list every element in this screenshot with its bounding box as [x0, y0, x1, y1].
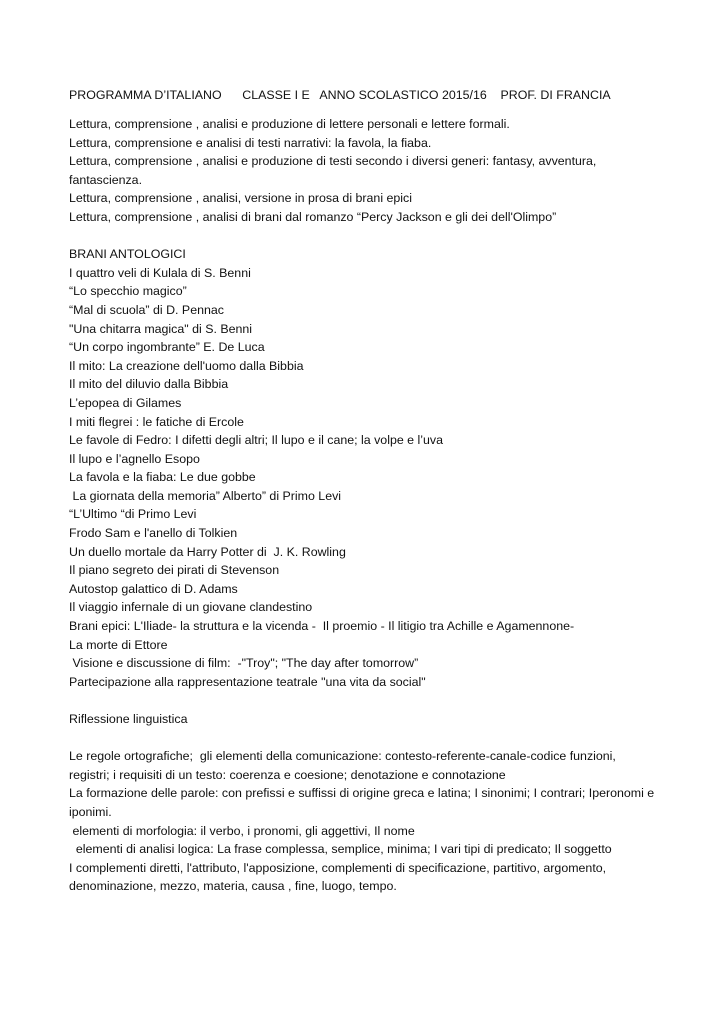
riflessione-heading: Riflessione linguistica: [69, 712, 188, 726]
document-page: [69, 86, 669, 896]
riflessione-line: elementi di morfologia: il verbo, i pronomi, gli aggettivi, Il nome: [69, 823, 415, 838]
brani-item: “Mal di scuola” di D. Pennac: [69, 302, 224, 317]
brani-item: Visione e discussione di film: -"Troy"; "The day after tomorrow”: [69, 656, 419, 671]
riflessione-line: Le regole ortografiche; gli elementi della comunicazione: contesto-referente-canale-codice funzioni,: [69, 749, 616, 764]
riflessione-line: La formazione delle parole: con prefissi e suffissi di origine greca e latina; I sinonimi; I contrari; Iperonomi e: [69, 786, 655, 801]
brani-item: Il lupo e l’agnello Esopo: [69, 451, 200, 466]
intro-line: Lettura, comprensione , analisi e produzione di lettere personali e lettere formali.: [69, 117, 510, 131]
intro-line: Lettura, comprensione , analisi di brani dal romanzo “Percy Jackson e gli dei dell'Olimpo”: [69, 209, 557, 224]
brani-item: Partecipazione alla rappresentazione teatrale "una vita da social": [69, 674, 426, 689]
riflessione-line: denominazione, mezzo, materia, causa , fine, luogo, tempo.: [69, 879, 397, 894]
brani-item: La favola e la fiaba: Le due gobbe: [69, 470, 256, 485]
intro-section: [69, 115, 669, 227]
brani-item: Il viaggio infernale di un giovane clandestino: [69, 600, 313, 615]
brani-item: La morte di Ettore: [69, 637, 168, 652]
brani-item: “L’Ultimo “di Primo Levi: [69, 507, 197, 522]
brani-item: Il mito: La creazione dell'uomo dalla Bibbia: [69, 358, 304, 373]
brani-item: Autostop galattico di D. Adams: [69, 581, 238, 596]
brani-item: La giornata della memoria” Alberto” di Primo Levi: [69, 488, 342, 503]
riflessione-line: elementi di analisi logica: La frase complessa, semplice, minima; I vari tipi di predicato; Il soggetto: [69, 842, 612, 857]
brani-item: Il piano segreto dei pirati di Stevenson: [69, 563, 280, 578]
brani-item: L’epopea di Gilames: [69, 395, 182, 410]
brani-item: “Lo specchio magico”: [69, 284, 187, 299]
document-header: PROGRAMMA D’ITALIANO CLASSE I E ANNO SCOLASTICO 2015/16 PROF. DI FRANCIA: [69, 88, 611, 102]
riflessione-line: iponimi.: [69, 804, 112, 819]
riflessione-line: registri; i requisiti di un testo: coerenza e coesione; denotazione e connotazione: [69, 767, 506, 782]
brani-item: I quattro veli di Kulala di S. Benni: [69, 265, 251, 280]
brani-section: [69, 245, 669, 691]
brani-item: Frodo Sam e l'anello di Tolkien: [69, 526, 238, 541]
spacer: [69, 729, 669, 748]
brani-heading: BRANI ANTOLOGICI: [69, 247, 186, 262]
spacer: [69, 691, 669, 710]
riflessione-line: I complementi diretti, l'attributo, l'apposizione, complementi di specificazione, partitivo, argomento,: [69, 860, 607, 875]
intro-line: Lettura, comprensione e analisi di testi narrativi: la favola, la fiaba.: [69, 135, 432, 150]
intro-line: Lettura, comprensione , analisi e produzione di testi secondo i diversi generi: fantasy, avventura,: [69, 154, 597, 169]
intro-line: Lettura, comprensione , analisi, versione in prosa di brani epici: [69, 191, 412, 206]
intro-line: fantascienza.: [69, 172, 143, 187]
brani-item: Il mito del diluvio dalla Bibbia: [69, 377, 229, 392]
brani-item: “Un corpo ingombrante” E. De Luca: [69, 340, 265, 355]
brani-item: Un duello mortale da Harry Potter di J. K. Rowling: [69, 544, 346, 559]
riflessione-section: [69, 710, 669, 896]
brani-item: "Una chitarra magica" di S. Benni: [69, 321, 253, 336]
brani-item: Brani epici: L'Iliade- la struttura e la vicenda - Il proemio - Il litigio tra Achille e Agamennone-: [69, 619, 575, 634]
brani-item: I miti flegrei : le fatiche di Ercole: [69, 414, 244, 429]
brani-item: Le favole di Fedro: I difetti degli altri; Il lupo e il cane; la volpe e l’uva: [69, 433, 443, 448]
spacer: [69, 227, 669, 246]
